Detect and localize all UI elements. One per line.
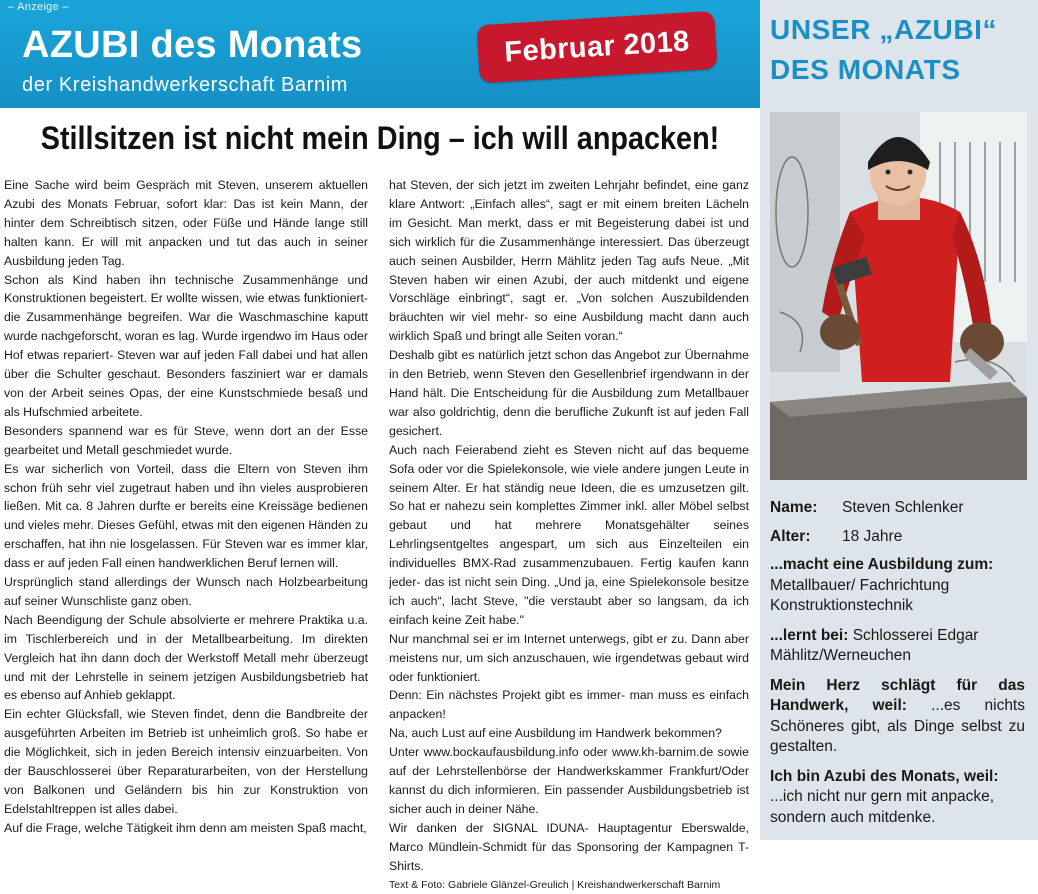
paragraph: Besonders spannend war es für Steve, wenn dort an der Esse gearbeitet und Metall geschmiedet wurde.: [4, 423, 368, 457]
heart-label: Mein Herz schlägt für das Handwerk, weil:: [770, 676, 1025, 714]
apprentice-photo: [770, 112, 1027, 480]
age-label: Alter:: [770, 527, 811, 545]
sidebar-heading: [770, 10, 1025, 100]
sidebar-heading-line2: DES MONATS: [770, 54, 961, 85]
paragraph: Deshalb gibt es natürlich jetzt schon das Angebot zur Übernahme in den Betrieb, wenn Steven den Gesellenbrief irgendwann in der Hand hält. Die Entscheidung für die Ausbildung zum Metallbauer war also goldrichtig, denn die berufliche Zukunft ist auf jeden Fall gesichert.: [389, 348, 749, 438]
paragraph: Denn: Ein nächstes Projekt gibt es immer- man muss es einfach anpacken!: [389, 688, 749, 722]
paragraph: Ein echter Glücksfall, wie Steven findet, denn die Bandbreite der ausgeführten Arbeiten im Betrieb ist unheimlich groß. So habe er die Möglichkeit, sich in jeden Bereich intensiv einzuarbeiten. Von der Bauschlosserei über Reparaturarbeiten, von der Herstellung von Balkonen und Geländern bis hin zur Konstruktion von Edelstahltreppen ist alles dabei.: [4, 707, 368, 816]
ad-label: – Anzeige –: [8, 1, 69, 13]
paragraph: Nach Beendigung der Schule absolvierte er mehrere Praktika u.a. im Tischlerbereich und in der Metallbearbeitung. Im direkten Vergleich hat ihn dann doch der Werkstoff Metall mehr überzeugt und mit der Lehrstelle in seinem jetzigen Ausbildungsbetrieb hat es ebenso auf Anhieb geklappt.: [4, 612, 368, 703]
heart-value: ...es nichts Schöneres gibt, als Dinge selbst zu gestalten.: [770, 697, 1025, 755]
header-banner: [0, 0, 760, 108]
paragraph: Auch nach Feierabend zieht es Steven nicht auf das bequeme Sofa oder vor die Spielekonsole, wie viele andere jungen Leute in seinem Alter. Er hat ständig neue Ideen, die es umzusetzen gilt. So hat er nahezu sein komplettes Zimmer inkl. aller Möbel selbst gebaut und hat mehrere Monatsgehälter seines Lehrlingsentgeltes angespart, um sich aus Einzelteilen ein individuelles BMX-Rad zusammenzubauen. Fertig kaufen kann jeder- das ist nicht sein Ding. „Und ja, eine Spielekonsole besitze ich auch“, lacht Steve, "die verstaubt aber so langsam, da ich einfach keine Zeit habe.": [389, 442, 749, 627]
date-badge: [476, 11, 717, 83]
paragraph: Na, auch Lust auf eine Ausbildung im Handwerk bekommen?: [389, 726, 722, 741]
paragraph: Schon als Kind haben ihn technische Zusammenhänge und Konstruktionen begeistert. Er wollte wissen, wie etwas funktioniert- die Zusammenhänge begreifen. War die Waschmaschine kaputt wurde nachgeforscht, woran es lag. Wurde irgendwo im Haus oder Hof etwas repariert- Steven war auf jeden Fall dabei und hat allen über die Schulter geschaut. Besonders fasziniert war er damals von der Arbeit seines Opas, der eine Kunstschmiede besaß und als Hufschmied arbeitete.: [4, 272, 368, 419]
name-label: Name:: [770, 499, 818, 516]
why-value: ...ich nicht nur gern mit anpacke, sondern auch mitdenke.: [770, 788, 995, 826]
page-title: AZUBI des Monats: [22, 24, 363, 66]
paragraph: Eine Sache wird beim Gespräch mit Steven, unserem aktuellen Azubi des Monats Februar, sofort klar: Das ist kein Mann, der hinter dem Schreibtisch sitzen, oder Füße und Hände lange still halten kann. Er will mit anpacken und tut das auch in seiner Ausbildung jeden Tag.: [4, 178, 368, 268]
article-column-right: [389, 176, 749, 894]
age-value: 18 Jahre: [842, 527, 903, 545]
apprentice-photo-illustration: [770, 112, 1027, 480]
why-block: [770, 767, 1025, 829]
learns-block: [770, 626, 1025, 667]
training-value: Metallbauer/ Fachrichtung Konstruktionstechnik: [770, 576, 950, 614]
why-label: Ich bin Azubi des Monats, weil:: [770, 767, 999, 785]
profile-sidebar: [760, 0, 1038, 840]
training-block: [770, 555, 1025, 617]
learns-value: Schlosserei Edgar Mählitz/Werneuchen: [770, 626, 979, 664]
heart-block: [770, 676, 1025, 758]
sidebar-heading-line1: UNSER „AZUBI“: [770, 14, 998, 45]
paragraph: Auf die Frage, welche Tätigkeit ihm denn am meisten Spaß macht,: [4, 820, 367, 835]
article-column-left: [4, 176, 368, 838]
paragraph: Nur manchmal sei er im Internet unterwegs, gibt er zu. Dann aber meistens nur, um sich anzuschauen, wie irgendetwas gebaut wird oder funktioniert.: [389, 631, 749, 684]
paragraph: Wir danken der SIGNAL IDUNA- Hauptagentur Eberswalde, Marco Mündlein-Schmidt für das Sponsoring der Kampagnen T-Shirts.: [389, 820, 749, 873]
article: [0, 108, 760, 891]
paragraph: Ursprünglich stand allerdings der Wunsch nach Holzbearbeitung auf seiner Wunschliste ganz oben.: [4, 575, 368, 608]
training-label: ...macht eine Ausbildung zum:: [770, 556, 994, 573]
paragraph: hat Steven, der sich jetzt im zweiten Lehrjahr befindet, eine ganz klare Antwort: „Einfach alles“, sagt er mit einem breiten Lächeln im Gesicht. Man merkt, dass er mit Begeisterung dabei ist und sich wirklich für die Zusammenhänge interessiert. Das überzeugt auch seinen Ausbilder, Herrn Mählitz jeden Tag aufs Neue. „Mit Steven haben wir einen Azubi, der auch mitdenkt und eigene Vorschläge einbringt“, sagt er. „Von solchen Auszubildenden bräuchten wir viel mehr- so eine Ausbildung macht dann auch wirklich Spaß und bringt alle Seiten voran.“: [389, 178, 749, 344]
date-badge-label: Februar 2018: [503, 24, 691, 69]
paragraph: Unter www.bockaufausbildung.info oder www.kh-barnim.de sowie auf der Lehrstellenbörse der Handwerkskammer Frankfurt/Oder kannst du dich informieren. Ein passender Ausbildungsbetrieb ist sicher auch in deiner Nähe.: [389, 745, 749, 816]
page-subtitle: der Kreishandwerkerschaft Barnim: [22, 74, 348, 96]
paragraph: Es war sicherlich von Vorteil, dass die Eltern von Steven ihm schon früh sehr viel zugetraut haben und ihn vieles ausprobieren ließen. Mit ca. 8 Jahren durfte er bereits eine Kreissäge bedienen und vieles mehr. Dieses Gefühl, etwas mit den eigenen Händen zu erschaffen, hat ihn nie losgelassen. Für Steven war es immer klar, dass er auf jeden Fall einen handwerklichen Beruf lernen will.: [4, 461, 368, 571]
name-value: Steven Schlenker: [842, 499, 964, 516]
learns-label: ...lernt bei:: [770, 626, 849, 644]
age-row: [770, 527, 1025, 548]
name-row: [770, 498, 1025, 519]
article-headline: Stillsitzen ist nicht mein Ding – ich will anpacken!: [40, 120, 720, 156]
photo-credit: Text & Foto: Gabriele Glänzel-Greulich | Kreishandwerkerschaft Barnim: [389, 878, 721, 891]
profile-info: [770, 498, 1025, 837]
